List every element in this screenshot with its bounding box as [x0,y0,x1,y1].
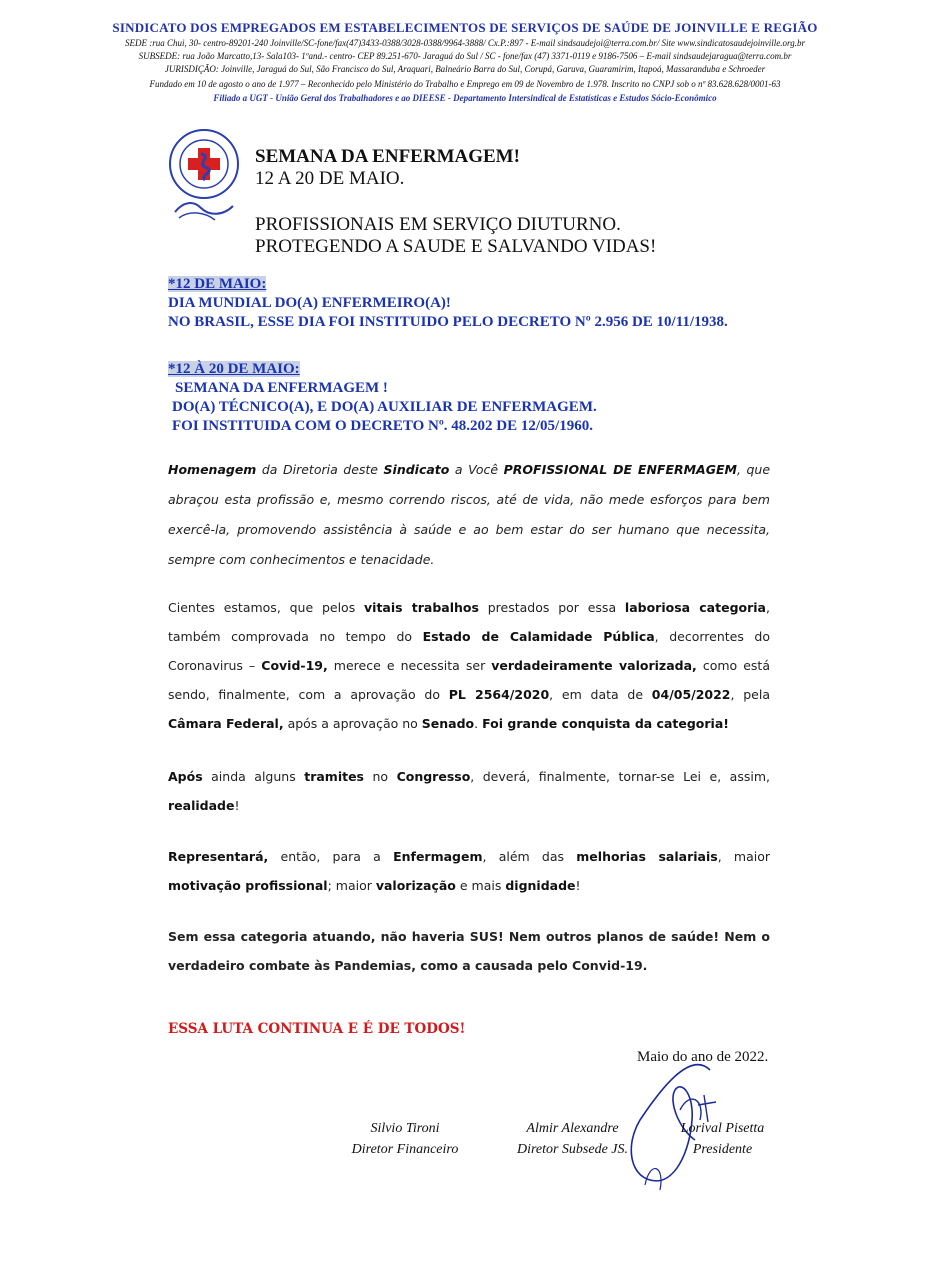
signatory-role: Diretor Financeiro [351,1142,459,1157]
paragraph-representara: Representará, então, para a Enfermagem, além das melhorias salariais, maior motivação profissional; maior valorização e mais dignidade! [168,849,771,893]
signatory-role: Presidente [692,1142,753,1157]
section2 [168,360,597,436]
letterhead-sede: SEDE :rua Chui, 30- centro-89201-240 Joinville/SC-fone/fax(47)3433-0388/3028-0388/9964-3888/ Cx.P.:897 - E-mail sindsaudejoi@terra.com.br/ Site www.sindicatosaudejoinville.org.br [125,38,805,48]
signatory-subsede [505,1118,640,1160]
union-logo [165,128,243,228]
closing-slogan: ESSA LUTA CONTINUA E É DE TODOS! [168,1021,466,1037]
signatory-name: Silvio Tironi [370,1121,440,1136]
section2-line3: FOI INSTITUIDA COM O DECRETO Nº. 48.202 DE 12/05/1960. [172,418,593,434]
paragraph-sus: Sem essa categoria atuando, não haveria SUS! Nem outros planos de saúde! Nem o verdadeiro combate às Pandemias, como a causada pelo Convid-19. [168,929,770,973]
letterhead-subsede: SUBSEDE: rua João Marcatto,13- Sala103- 1ºand.- centro- CEP 89.251-670- Jaraguá do Sul / SC - fone/fax (47) 3371-0119 e 9186-7506 – E-mail sindsaudejaragua@terra.com.br [138,51,792,61]
signatory-role: Diretor Subsede JS. [516,1142,629,1157]
section1 [168,275,728,332]
paragraph-homenagem: Homenagem da Diretoria deste Sindicato a Você PROFISSIONAL DE ENFERMAGEM, que abraçou esta profissão e, mesmo correndo riscos, até de vida, não mede esforços para bem exercê-la, promovendo assistência à saúde e ao bem estar do ser humano que necessita, sempre com conhecimentos e tenacidade. [168,462,771,567]
section1-line2: NO BRASIL, ESSE DIA FOI INSTITUIDO PELO DECRETO Nº 2.956 DE 10/11/1938. [168,314,728,330]
letterhead-filiado: Filiado a UGT - União Geral dos Trabalhadores e ao DIEESE - Departamento Intersindical de Estatísticas e Estudos Sócio-Econômico [213,93,717,103]
signatory-presidente [670,1118,775,1160]
headline-dates: 12 A 20 DE MAIO. [255,168,405,189]
letterhead-fundado: Fundado em 10 de agosto o ano de 1.977 – Reconhecido pelo Ministério do Trabalho e Emprego em 09 de Novembro de 1.978. Inscrito no CNPJ sob o nº 83.628.628/0001-63 [149,79,781,89]
signatory-name: Lorival Pisetta [680,1121,765,1136]
headline-line3: PROFISSIONAIS EM SERVIÇO DIUTURNO. [255,214,621,235]
headline-line4: PROTEGENDO A SAUDE E SALVANDO VIDAS! [255,236,657,257]
section2-heading: *12 À 20 DE MAIO: [168,361,300,377]
handshake-icon [175,203,233,214]
section2-line1: SEMANA DA ENFERMAGEM ! [175,380,388,396]
signatory-name: Almir Alexandre [526,1121,619,1136]
section1-line1: DIA MUNDIAL DO(A) ENFERMEIRO(A)! [168,295,451,311]
section1-heading: *12 DE MAIO: [168,276,267,292]
paragraph-apos: Após ainda alguns tramites no Congresso, deverá, finalmente, tornar-se Lei e, assim, realidade! [168,769,770,813]
signatory-financeiro [345,1118,465,1160]
paragraph-cientes: Cientes estamos, que pelos vitais trabalhos prestados por essa laboriosa categoria, também comprovada no tempo do Estado de Calamidade Pública, decorrentes do Coronavirus – Covid-19, merece e necessita ser verdadeiramente valorizada, como está sendo, finalmente, com a aprovação do PL 2564/2020, em data de 04/05/2022, pela Câmara Federal, após a aprovação no Senado. Foi grande conquista da categoria! [168,600,770,731]
headline-title: SEMANA DA ENFERMAGEM! [255,146,520,167]
letterhead-jurisdicao: JURISDIÇÃO: Joinville, Jaraguá do Sul, São Francisco do Sul, Araquari, Balneário Barra do Sul, Corupá, Garuva, Guaramirim, Itapoá, Massaranduba e Schroeder [164,64,766,74]
closing-date: Maio do ano de 2022. [637,1049,769,1065]
section2-line2: DO(A) TÉCNICO(A), E DO(A) AUXILIAR DE ENFERMAGEM. [172,399,597,415]
letterhead-title: SINDICATO DOS EMPREGADOS EM ESTABELECIMENTOS DE SERVIÇOS DE SAÚDE DE JOINVILLE E REGIÃO [112,20,818,35]
